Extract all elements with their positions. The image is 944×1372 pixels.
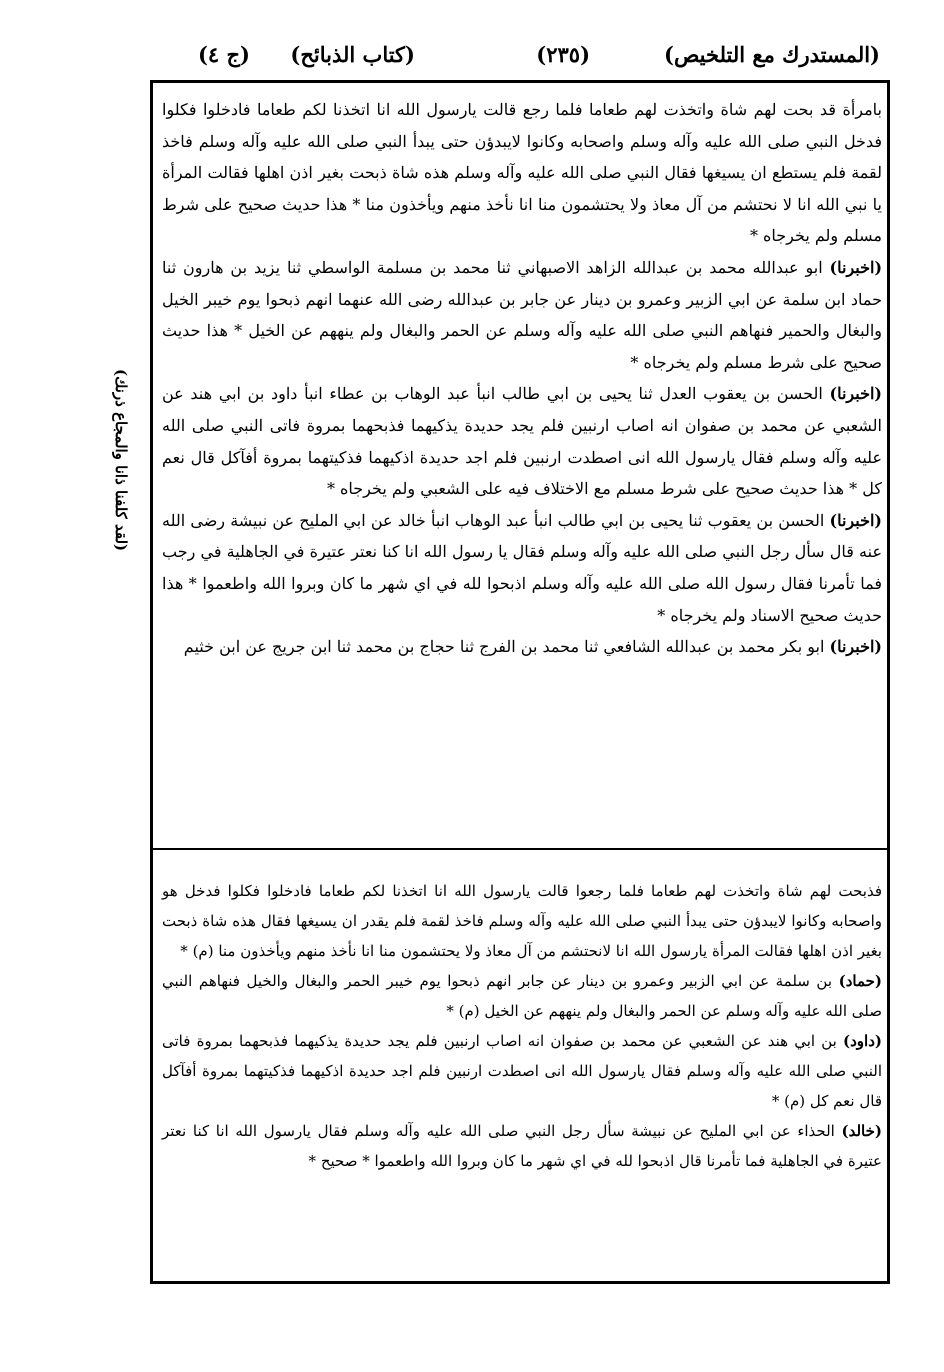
- summary-text: [162, 876, 882, 1176]
- frame-right-rule: [887, 80, 890, 1283]
- frame-left-rule: [150, 80, 153, 1283]
- summary-tag: (خالد): [841, 1122, 882, 1140]
- book-title: (المستدرك مع التلخيص): [664, 42, 880, 67]
- summary-paragraph-text: بن ابي هند عن الشعبي عن محمد بن صفوان انه اصاب ارنبين فلم يجد حديدة يذكيهما فذبحهما بمروة فاتى النبي صلى الله عليه وآله وسلم فقال يارسول الله انى اصطدت ارنبين فلم اجد حديدة اذكيهما فذكيتهما بمروة أفآكل قال نعم كل (م) *: [162, 1032, 882, 1110]
- paragraph: [162, 94, 882, 252]
- summary-paragraph: [162, 1116, 882, 1176]
- paragraph: [162, 505, 882, 631]
- frame-bottom-rule: [150, 1281, 890, 1284]
- chapter-title: (كتاب الذبائح): [290, 42, 415, 67]
- summary-paragraph: [162, 966, 882, 1026]
- section-separator: [150, 848, 890, 850]
- summary-tag: (حماد): [838, 972, 882, 990]
- paragraph-tag: (اخبرنا): [829, 637, 882, 657]
- paragraph-text: ابو بكر محمد بن عبدالله الشافعي ثنا محمد بن الفرج ثنا حجاج بن محمد ثنا ابن جريج عن ابن خثيم: [183, 637, 825, 657]
- summary-paragraph-text: الحذاء عن ابي المليح عن نبيشة سأل رجل النبي صلى الله عليه وآله وسلم فقال يارسول الله انا كنا نعتر عتيرة في الجاهلية فما تأمرنا قال اذبحوا لله في اي شهر ما كان وبروا الله واطعموا * صحيح *: [162, 1122, 882, 1170]
- paragraph-text: الحسن بن يعقوب العدل ثنا يحيى بن ابي طالب انبأ عبد الوهاب بن عطاء انبأ داود بن ابي هند عن الشعبي عن محمد بن صفوان انه اصاب ارنبين فلم يجد حديدة يذكيهما فذبحهما بمروة فاتى النبي صلى الله عليه وآله وسلم فقال يارسول الله انى اصطدت ارنبين فلم اجد حديدة اذكيهما فذكيتهما بمروة أفآكل قال نعم كل * هذا حديث صحيح على شرط مسلم مع الاختلاف فيه على الشعبي ولم يخرجاه *: [162, 384, 883, 499]
- paragraph: [162, 631, 882, 663]
- paragraph: [162, 378, 882, 504]
- paragraph-tag: (اخبرنا): [829, 510, 882, 530]
- summary-paragraph-text: فذبحت لهم شاة واتخذت لهم طعاما فلما رجعوا قالت يارسول الله انا اتخذنا لكم طعاما فادخلوا فكلوا فدخل هو واصحابه وكانوا لايبدؤن حتى يبدأ النبي صلى الله عليه وآله وسلم فاخذ لقمة فلم يقدر ان يسيغها فقال هذه شاة ذبحت بغير اذن اهلها فقالت المرأة يارسول الله انا لانحتشم من آل معاذ ولا يحتشمون منا انا نأخذ منهم ويأخذون منا (م) *: [162, 882, 882, 960]
- main-text: [162, 94, 882, 663]
- paragraph-text: بامرأة قد بحت لهم شاة واتخذت لهم طعاما فلما رجع قالت يارسول الله انا اتخذنا لكم طعاما فادخلوا فكلوا فدخل النبي صلى الله عليه وآله وسلم واصحابه وكانوا لايبدؤن حتى يبدأ النبي صلى الله عليه وآله وسلم فاخذ لقمة فلم يستطع ان يسيغها فقال النبي صلى الله عليه وآله وسلم هذه شاة ذبحت بغير اذن اهلها فقالت المرأة يا نبي الله انا لا نحتشم من آل معاذ ولا يحتشمون منا انا نأخذ منهم ويأخذون منا * هذا حديث صحيح على شرط مسلم ولم يخرجاه *: [162, 100, 883, 246]
- margin-note: (لقد كلفنا ذانا والمجاع ذرنك): [112, 368, 130, 552]
- summary-paragraph: [162, 1026, 882, 1116]
- paragraph-text: الحسن بن يعقوب ثنا يحيى بن ابي طالب انبأ عبد الوهاب انبأ خالد عن ابي المليح عن نبيشة رضى الله عنه قال سأل رجل النبي صلى الله عليه وآله وسلم فقال يا رسول الله انا كنا نعتر عتيرة في الجاهلية في رجب فما تأمرنا فقال رسول الله صلى الله عليه وآله وسلم اذبحوا لله في اي شهر ما كان وبروا الله واطعموا * هذا حديث صحيح الاسناد ولم يخرجاه *: [162, 510, 882, 625]
- paragraph-tag: (اخبرنا): [829, 257, 883, 277]
- page-number: (٢٣٥): [536, 42, 590, 67]
- paragraph-text: ابو عبدالله محمد بن عبدالله الزاهد الاصبهاني ثنا محمد بن مسلمة الواسطي ثنا يزيد بن هارون ثنا حماد ابن سلمة عن ابي الزبير وعمرو بن دينار عن جابر بن عبدالله رضى الله عنهما انهم ذبحوا يوم خيبر الخيل والبغال والحمير فنهاهم النبي صلى الله عليه وآله وسلم عن الحمر والبغال ولم ينههم عن الخيل * هذا حديث صحيح على شرط مسلم ولم يخرجاه *: [162, 257, 882, 372]
- volume-number: (ج ٤): [197, 42, 250, 67]
- paragraph: [162, 252, 882, 378]
- frame-top-rule: [150, 80, 890, 83]
- summary-paragraph: [162, 876, 882, 966]
- summary-tag: (داود): [843, 1032, 882, 1050]
- paragraph-tag: (اخبرنا): [829, 384, 882, 404]
- summary-paragraph-text: بن سلمة عن ابي الزبير وعمرو بن دينار عن جابر انهم ذبحوا يوم خيبر الحمر والبغال والخيل فنهاهم النبي صلى الله عليه وآله وسلم عن الحمر والبغال ولم ينههم عن الخيل (م) *: [162, 972, 882, 1020]
